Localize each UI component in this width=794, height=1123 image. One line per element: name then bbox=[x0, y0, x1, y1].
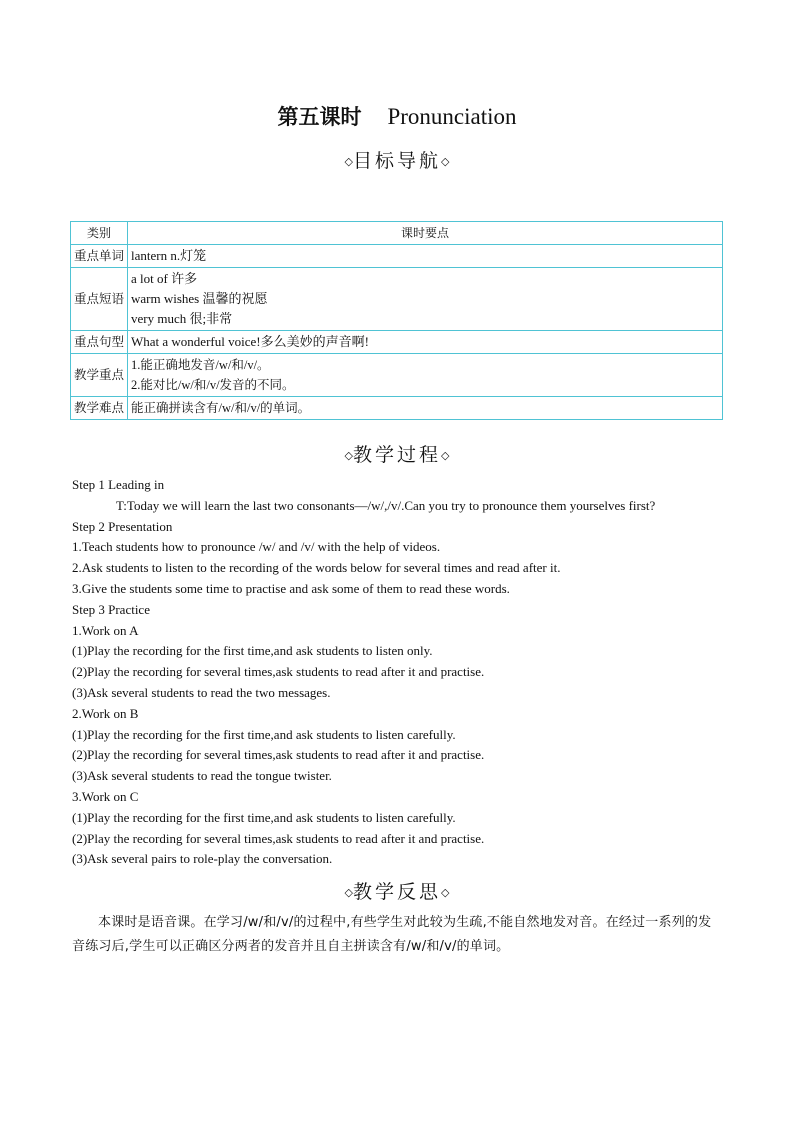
process-line: (3)Ask several students to read the two messages. bbox=[72, 684, 331, 700]
table-cell-content bbox=[128, 268, 723, 331]
table-line: a lot of 许多 bbox=[131, 271, 198, 286]
table-row bbox=[71, 245, 723, 268]
reflection-paragraph: 本课时是语音课。在学习/w/和/v/的过程中,有些学生对此较为生疏,不能自然地发对音。在经过一系列的发音练习后,学生可以正确区分两者的发音并且自主拼读含有/w/和/v/的单词。 bbox=[72, 915, 712, 954]
process-line: (1)Play the recording for the first time,and ask students to listen only. bbox=[72, 643, 433, 659]
diamond-icon: ◇ bbox=[344, 155, 353, 168]
table-line: lantern n.灯笼 bbox=[131, 248, 207, 263]
diamond-icon: ◇ bbox=[441, 155, 450, 168]
table-line: very much 很;非常 bbox=[131, 311, 233, 326]
table-line: warm wishes 温馨的祝愿 bbox=[131, 291, 268, 306]
process-line: (3)Ask several students to read the tongue twister. bbox=[72, 768, 332, 784]
section-heading-process bbox=[0, 442, 794, 469]
table-cell-category: 重点单词 bbox=[71, 245, 128, 268]
diamond-icon: ◇ bbox=[441, 449, 450, 462]
process-line: 2.Ask students to listen to the recording of the words below for several times and read after it. bbox=[72, 560, 561, 576]
table-row bbox=[71, 268, 723, 331]
section-heading-reflection-text: 教学反思 bbox=[352, 881, 441, 903]
table-line: 2.能对比/w/和/v/发音的不同。 bbox=[131, 378, 295, 392]
table-cell-content bbox=[128, 245, 723, 268]
section-heading-reflection bbox=[0, 879, 794, 906]
key-points-table bbox=[70, 221, 723, 420]
table-line: What a wonderful voice!多么美妙的声音啊! bbox=[131, 334, 369, 349]
process-line: 1.Teach students how to pronounce /w/ and /v/ with the help of videos. bbox=[72, 539, 441, 555]
table-header-category: 类别 bbox=[71, 222, 128, 245]
table-line: 能正确拼读含有/w/和/v/的单词。 bbox=[131, 401, 311, 415]
table-line: 1.能正确地发音/w/和/v/。 bbox=[131, 358, 270, 372]
section-heading-goals-text: 目标导航 bbox=[352, 150, 441, 172]
table-header-points: 课时要点 bbox=[128, 222, 723, 245]
section-heading-process-text: 教学过程 bbox=[352, 444, 441, 466]
table-cell-category: 重点短语 bbox=[71, 268, 128, 331]
process-line: (2)Play the recording for several times,ask students to read after it and practise. bbox=[72, 747, 485, 763]
table-header-row bbox=[71, 222, 723, 245]
process-line: (2)Play the recording for several times,ask students to read after it and practise. bbox=[72, 664, 485, 680]
process-line: Step 2 Presentation bbox=[72, 518, 173, 534]
lesson-title-english: Pronunciation bbox=[387, 104, 517, 129]
diamond-icon: ◇ bbox=[344, 886, 353, 899]
lesson-title-chinese: 第五课时 bbox=[277, 105, 362, 129]
process-line: (1)Play the recording for the first time,and ask students to listen carefully. bbox=[72, 726, 456, 742]
diamond-icon: ◇ bbox=[441, 886, 450, 899]
table-row bbox=[71, 397, 723, 420]
process-line: (2)Play the recording for several times,ask students to read after it and practise. bbox=[72, 830, 485, 846]
process-line: (3)Ask several pairs to role-play the conversation. bbox=[72, 851, 333, 867]
table-row bbox=[71, 354, 723, 397]
process-line: (1)Play the recording for the first time,and ask students to listen carefully. bbox=[72, 809, 456, 825]
table-cell-category: 重点句型 bbox=[71, 331, 128, 354]
section-heading-goals bbox=[0, 148, 794, 175]
process-line: 2.Work on B bbox=[72, 705, 139, 721]
process-line: 3.Work on C bbox=[72, 788, 139, 804]
table-cell-content bbox=[128, 331, 723, 354]
table-cell-content bbox=[128, 354, 723, 397]
lesson-title bbox=[0, 102, 794, 133]
table-cell-category: 教学重点 bbox=[71, 354, 128, 397]
process-line: 1.Work on A bbox=[72, 622, 139, 638]
table-row bbox=[71, 331, 723, 354]
process-line: Step 3 Practice bbox=[72, 601, 150, 617]
table-cell-content bbox=[128, 397, 723, 420]
process-line: 3.Give the students some time to practise and ask some of them to read these words. bbox=[72, 580, 510, 596]
table-cell-category: 教学难点 bbox=[71, 397, 128, 420]
diamond-icon: ◇ bbox=[344, 449, 353, 462]
teaching-process bbox=[72, 475, 732, 870]
process-line: T:Today we will learn the last two consonants—/w/,/v/.Can you try to pronounce them yourselves first? bbox=[116, 497, 656, 513]
process-line: Step 1 Leading in bbox=[72, 477, 165, 492]
